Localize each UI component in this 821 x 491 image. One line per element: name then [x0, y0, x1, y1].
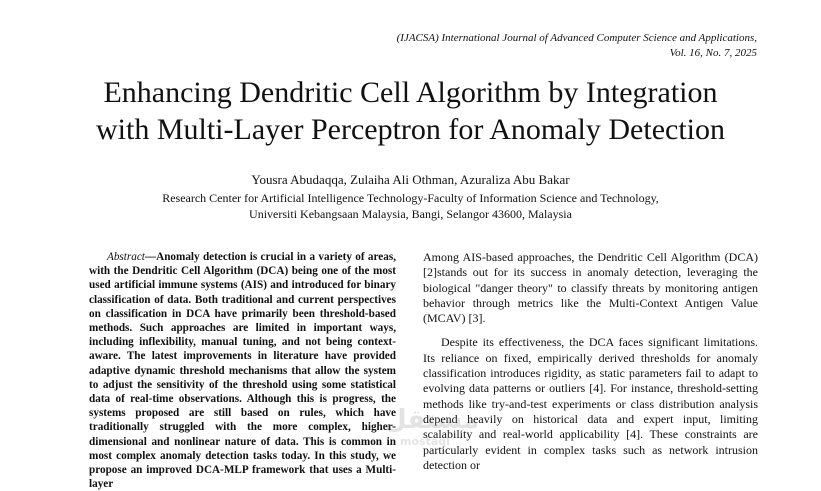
- intro-paragraph-1: Among AIS-based approaches, the Dendritic Cell Algorithm (DCA)[2]stands out for its success in anomaly detection, leveraging the biological "danger theory" to classify threats by monitoring antigen behavior through metrics like the Multi-Context Antigen Value (MCAV) [3].: [423, 250, 758, 326]
- intro-paragraph-2: Despite its effectiveness, the DCA faces significant limitations. Its reliance on fixed, empirically derived thresholds for anomaly classification introduces rigidity, as static parameters fail to adapt to evolving data patterns or outliers [4]. For instance, threshold-setting methods like try-and-test experiments or class distribution analysis depend heavily on historical data and expert input, limiting scalability and real-world applicability [4]. These constraints are particularly evident in complex tasks such as network intrusion detection or: [423, 335, 758, 472]
- title-line-1: Enhancing Dendritic Cell Algorithm by Integration: [103, 76, 718, 109]
- intro-column: [423, 250, 758, 482]
- affiliation-line-1: Research Center for Artificial Intelligence Technology-Faculty of Information Science and Technology,: [162, 191, 659, 205]
- abstract-text: —Anomaly detection is crucial in a variety of areas, with the Dendritic Cell Algorithm (DCA) being one of the most used artificial immune systems (AIS) and introduced for binary classification of data. Both traditional and current perspectives on classification in DCA have primarily been threshold-based methods. Such approaches are limited in important ways, including inflexibility, manual tuning, and not being context-aware. The latest improvements in literature have provided adaptive dynamic threshold mechanisms that allow the system to adjust the sensitivity of the threshold using some statistical data of real-time observations. Although this is progress, the systems proposed are still based on rules, which have traditionally struggled with the more complex, higher-dimensional and nonlinear nature of data. This is common in most complex anomaly detection tasks today. In this study, we propose an improved DCA-MLP framework that uses a Multi-layer: [89, 251, 396, 491]
- author-list: Yousra Abudaqqa, Zulaiha Ali Othman, Azuraliza Abu Bakar: [251, 172, 570, 187]
- affiliation-line-2: Universiti Kebangsaan Malaysia, Bangi, Selangor 43600, Malaysia: [249, 207, 572, 221]
- watermark-logo: مستقل mostaql: [384, 405, 480, 448]
- paper-title: [0, 74, 821, 148]
- abstract-paragraph: [89, 250, 396, 491]
- abstract-column: [89, 250, 396, 491]
- journal-header: [397, 31, 757, 61]
- title-line-2: with Multi-Layer Perceptron for Anomaly Detection: [96, 113, 725, 146]
- journal-name: (IJACSA) International Journal of Advanced Computer Science and Applications,: [396, 32, 757, 44]
- affiliation: [0, 190, 821, 222]
- abstract-label: Abstract: [107, 251, 145, 263]
- journal-volume: Vol. 16, No. 7, 2025: [669, 47, 757, 59]
